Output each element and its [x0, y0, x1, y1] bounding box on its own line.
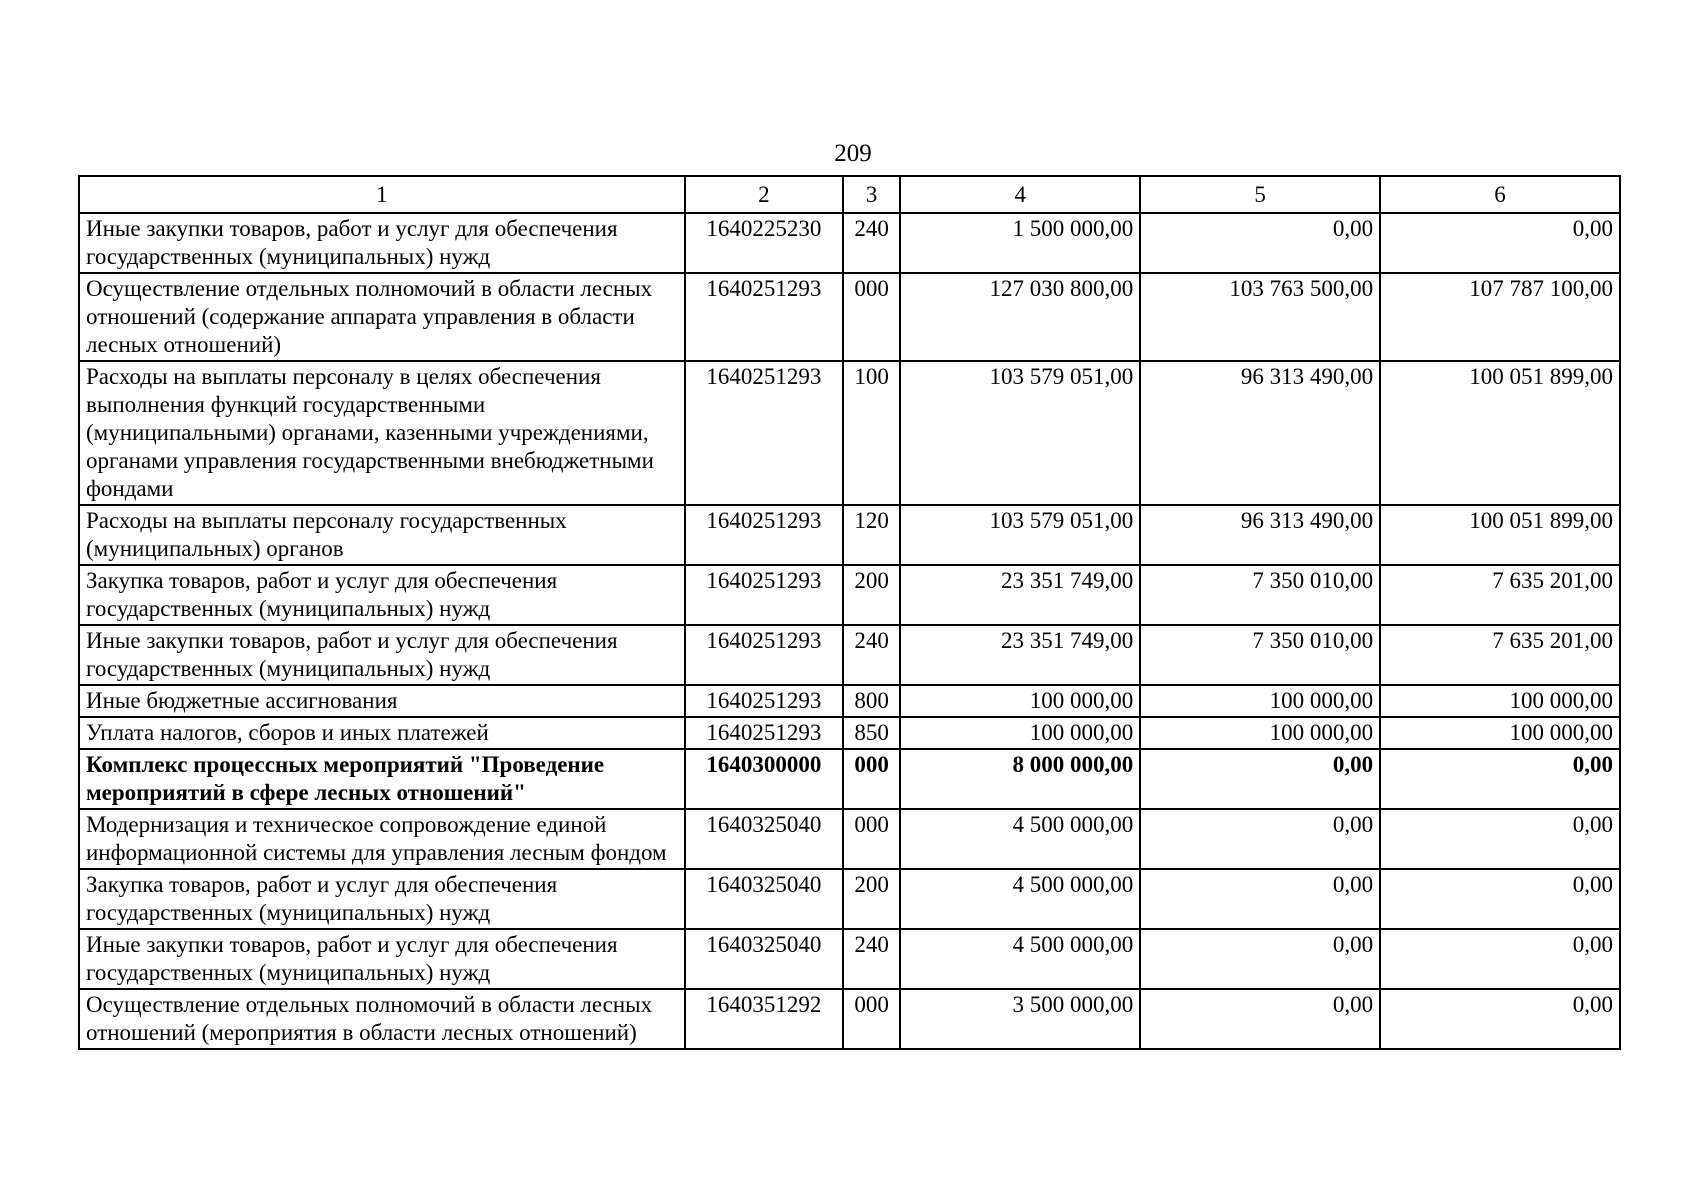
table-row: [79, 749, 1620, 809]
row-code: 1640300000: [685, 749, 843, 809]
row-amount-col-5: 96 313 490,00: [1140, 505, 1380, 565]
table-row: [79, 361, 1620, 505]
header-col-4: 4: [900, 176, 1140, 213]
row-amount-col-6: 0,00: [1380, 213, 1620, 273]
row-expense-kind: 200: [843, 565, 900, 625]
row-amount-col-5: 103 763 500,00: [1140, 273, 1380, 361]
row-name: Иные закупки товаров, работ и услуг для обеспечения государственных (муниципальных) нужд: [79, 625, 685, 685]
row-code: 1640251293: [685, 273, 843, 361]
header-col-2: 2: [685, 176, 843, 213]
table-row: [79, 505, 1620, 565]
row-amount-col-4: 23 351 749,00: [900, 625, 1140, 685]
row-expense-kind: 100: [843, 361, 900, 505]
row-expense-kind: 000: [843, 749, 900, 809]
row-amount-col-4: 4 500 000,00: [900, 869, 1140, 929]
header-row: [79, 176, 1620, 213]
row-amount-col-5: 100 000,00: [1140, 717, 1380, 749]
table-row: [79, 869, 1620, 929]
row-amount-col-4: 100 000,00: [900, 717, 1140, 749]
row-expense-kind: 240: [843, 625, 900, 685]
row-amount-col-6: 0,00: [1380, 989, 1620, 1049]
row-expense-kind: 000: [843, 809, 900, 869]
row-amount-col-5: 96 313 490,00: [1140, 361, 1380, 505]
table-row: [79, 625, 1620, 685]
row-code: 1640225230: [685, 213, 843, 273]
row-amount-col-6: 0,00: [1380, 929, 1620, 989]
header-col-5: 5: [1140, 176, 1380, 213]
row-expense-kind: 800: [843, 685, 900, 717]
row-name: Закупка товаров, работ и услуг для обеспечения государственных (муниципальных) нужд: [79, 565, 685, 625]
row-name: Комплекс процессных мероприятий "Проведение мероприятий в сфере лесных отношений": [79, 749, 685, 809]
row-amount-col-4: 8 000 000,00: [900, 749, 1140, 809]
row-name: Иные закупки товаров, работ и услуг для обеспечения государственных (муниципальных) нужд: [79, 213, 685, 273]
budget-table: [78, 175, 1621, 1050]
row-amount-col-5: 0,00: [1140, 989, 1380, 1049]
row-amount-col-5: 7 350 010,00: [1140, 565, 1380, 625]
row-name: Расходы на выплаты персоналу государственных (муниципальных) органов: [79, 505, 685, 565]
row-name: Иные бюджетные ассигнования: [79, 685, 685, 717]
header-col-6: 6: [1380, 176, 1620, 213]
row-name: Модернизация и техническое сопровождение единой информационной системы для управления лесным фондом: [79, 809, 685, 869]
row-code: 1640251293: [685, 625, 843, 685]
row-amount-col-4: 103 579 051,00: [900, 361, 1140, 505]
row-amount-col-4: 127 030 800,00: [900, 273, 1140, 361]
row-expense-kind: 240: [843, 929, 900, 989]
row-expense-kind: 200: [843, 869, 900, 929]
row-amount-col-4: 103 579 051,00: [900, 505, 1140, 565]
row-code: 1640251293: [685, 565, 843, 625]
row-amount-col-6: 0,00: [1380, 749, 1620, 809]
row-amount-col-5: 0,00: [1140, 749, 1380, 809]
row-name: Осуществление отдельных полномочий в области лесных отношений (содержание аппарата управления в области лесных отношений): [79, 273, 685, 361]
row-amount-col-5: 0,00: [1140, 929, 1380, 989]
row-code: 1640251293: [685, 717, 843, 749]
row-expense-kind: 240: [843, 213, 900, 273]
row-amount-col-4: 23 351 749,00: [900, 565, 1140, 625]
row-code: 1640351292: [685, 989, 843, 1049]
row-code: 1640251293: [685, 685, 843, 717]
row-name: Осуществление отдельных полномочий в области лесных отношений (мероприятия в области лесных отношений): [79, 989, 685, 1049]
row-amount-col-4: 4 500 000,00: [900, 929, 1140, 989]
row-amount-col-6: 100 051 899,00: [1380, 361, 1620, 505]
row-amount-col-5: 7 350 010,00: [1140, 625, 1380, 685]
table-row: [79, 685, 1620, 717]
row-amount-col-5: 0,00: [1140, 213, 1380, 273]
page-number: 209: [834, 140, 872, 167]
row-amount-col-6: 7 635 201,00: [1380, 565, 1620, 625]
table-row: [79, 989, 1620, 1049]
row-amount-col-5: 0,00: [1140, 809, 1380, 869]
row-amount-col-6: 107 787 100,00: [1380, 273, 1620, 361]
row-amount-col-4: 4 500 000,00: [900, 809, 1140, 869]
row-code: 1640325040: [685, 929, 843, 989]
header-col-1: 1: [79, 176, 685, 213]
table-body: [79, 213, 1620, 1049]
row-name: Закупка товаров, работ и услуг для обеспечения государственных (муниципальных) нужд: [79, 869, 685, 929]
row-code: 1640325040: [685, 869, 843, 929]
row-amount-col-6: 0,00: [1380, 809, 1620, 869]
row-expense-kind: 850: [843, 717, 900, 749]
row-amount-col-5: 100 000,00: [1140, 685, 1380, 717]
row-expense-kind: 000: [843, 989, 900, 1049]
row-amount-col-5: 0,00: [1140, 869, 1380, 929]
row-code: 1640251293: [685, 505, 843, 565]
table-row: [79, 809, 1620, 869]
table-header: [79, 176, 1620, 213]
row-name: Иные закупки товаров, работ и услуг для обеспечения государственных (муниципальных) нужд: [79, 929, 685, 989]
table-row: [79, 565, 1620, 625]
row-amount-col-4: 1 500 000,00: [900, 213, 1140, 273]
row-amount-col-6: 7 635 201,00: [1380, 625, 1620, 685]
row-amount-col-4: 100 000,00: [900, 685, 1140, 717]
row-expense-kind: 120: [843, 505, 900, 565]
table-row: [79, 273, 1620, 361]
row-expense-kind: 000: [843, 273, 900, 361]
table-row: [79, 929, 1620, 989]
row-amount-col-6: 100 000,00: [1380, 685, 1620, 717]
row-amount-col-6: 100 000,00: [1380, 717, 1620, 749]
row-amount-col-6: 0,00: [1380, 869, 1620, 929]
table-row: [79, 213, 1620, 273]
header-col-3: 3: [843, 176, 900, 213]
row-code: 1640325040: [685, 809, 843, 869]
row-amount-col-6: 100 051 899,00: [1380, 505, 1620, 565]
table-row: [79, 717, 1620, 749]
row-name: Расходы на выплаты персоналу в целях обеспечения выполнения функций государственными (муниципальными) органами, казенными учреждениями, органами управления государственными внебюджетными фондами: [79, 361, 685, 505]
row-amount-col-4: 3 500 000,00: [900, 989, 1140, 1049]
row-code: 1640251293: [685, 361, 843, 505]
row-name: Уплата налогов, сборов и иных платежей: [79, 717, 685, 749]
